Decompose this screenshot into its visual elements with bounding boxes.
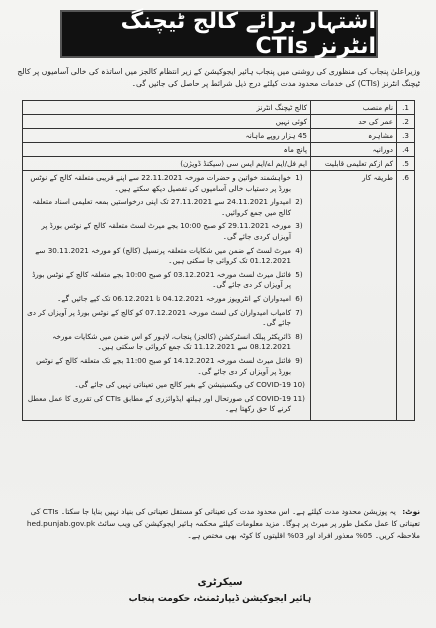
signature-department: ہائیر ایجوکیشن ڈیپارٹمنٹ، حکومت پنجاب: [128, 594, 312, 604]
table-row: [23, 129, 415, 143]
note-section: [16, 506, 420, 542]
row-number: 3.: [397, 129, 415, 143]
step-text: مورخہ 29.11.2021 کو صبح 10:00 بجے میرٹ لسٹ متعلقہ کالج کے نوٹس بورڈ پر آویزاں کردی جائے گی۔: [41, 221, 291, 241]
row-label: طریقہ کار: [311, 171, 397, 421]
step-text: خواہشمند خواتین و حضرات مورخہ 22.11.2021 سے اپنے قریبی متعلقہ کالج کے نوٹس بورڈ پر دستیاب خالی آسامیوں کی تفصیل دیکھ سکتے ہیں۔: [30, 173, 291, 193]
step-text: ڈائریکٹر پبلک انسٹرکشن (کالجز) پنجاب، لاہور کو اس ضمن میں شکایات مورخہ 08.12.2021 سے 11.12.2021 تک جمع کروائی جا سکتی ہیں۔: [52, 331, 291, 352]
procedure-step: [26, 332, 307, 353]
step-number: (9: [295, 356, 303, 365]
step-number: (10: [293, 380, 305, 390]
step-text: COVID-19 کی صورتحال اور ہیلتھ ایڈوائزری کے مطابق CTIs کی تقرری کا عمل معطل کرنے کا حق رکھتا ہے۔: [27, 393, 291, 414]
row-value: کالج ٹیچنگ انٹرنز: [23, 101, 311, 115]
row-value: 45 ہزار روپے ماہانہ: [23, 129, 311, 143]
step-number: (11: [293, 393, 305, 403]
advertisement-title: اشتہار برائے کالج ٹیچنگ انٹرنز CTIs: [60, 10, 378, 58]
intro-paragraph: وزیراعلیٰ پنجاب کی منظوری کی روشنی میں پنجاب ہائیر ایجوکیشن کے زیر انتظام کالجز میں اساتذہ کی خالی آسامیوں پر کالج ٹیچنگ انٹرنز (CTIs) کی خدمات محدود مدت کیلئے درج ذیل شرائط پر حاصل کی جائیں گی۔: [17, 67, 420, 88]
procedure-step: [26, 308, 307, 329]
row-label: عمر کی حد: [311, 115, 397, 129]
table-row: [23, 143, 415, 157]
row-value: پانچ ماہ: [23, 143, 311, 157]
step-number: (3: [295, 221, 303, 231]
step-number: (8: [295, 331, 303, 341]
table-row-procedure: [23, 171, 415, 421]
procedure-step: [26, 294, 307, 305]
procedure-step: [26, 221, 307, 242]
procedure-step: [26, 173, 307, 194]
step-number: (5: [295, 269, 303, 279]
procedure-step: [26, 246, 307, 267]
row-value: کوئی نہیں: [23, 115, 311, 129]
step-text: فائنل میرٹ لسٹ مورخہ 03.12.2021 کو صبح 10:00 بجے متعلقہ کالج کے نوٹس بورڈ پر آویزاں کر دی جائے گی۔: [32, 269, 291, 290]
terms-table: [22, 100, 415, 421]
signature-block: [100, 574, 340, 608]
row-number: 2.: [397, 115, 415, 129]
note-text: یہ پوزیشن محدود مدت کیلئے ہے۔ اس محدود مدت کی تعیناتی کو مستقل تعیناتی کی بنیاد نہیں بنایا جا سکتا۔ CTIs کی تعیناتی کا عمل مکمل طور پر میرٹ پر ہوگا۔ مزید معلومات کیلئے محکمہ ہائیر ایجوکیشن کی ویب سائٹ hed.punjab.gov.pk ملاحظہ کریں۔ 05% معذور افراد اور 03% اقلیتوں کا کوٹہ بھی مختص ہے۔: [26, 507, 420, 540]
note-label: نوٹ:: [402, 507, 420, 516]
procedure-step: [26, 270, 307, 291]
step-text: امیدوار 24.11.2021 سے 27.11.2021 تک اپنی درخواستیں بمعہ تعلیمی اسناد متعلقہ کالج میں جمع کروائیں۔: [32, 197, 291, 217]
table-row: [23, 101, 415, 115]
step-number: (6: [295, 293, 303, 303]
step-number: (1: [295, 173, 303, 182]
step-text: امیدواران کے انٹرویوز مورخہ 04.12.2021 تا 06.12.2021 تک کیے جائیں گے۔: [57, 293, 291, 303]
row-number: 6.: [397, 171, 415, 421]
row-value: [23, 171, 311, 421]
table-row: [23, 157, 415, 171]
step-text: COVID-19 کی ویکسینیشن کے بغیر کالج میں تعیناتی نہیں کی جائے گی۔: [74, 380, 291, 390]
table-row: [23, 115, 415, 129]
row-number: 4.: [397, 143, 415, 157]
row-number: 1.: [397, 101, 415, 115]
procedure-step: [26, 380, 307, 391]
procedure-step: [26, 356, 307, 377]
row-label: کم ازکم تعلیمی قابلیت: [311, 157, 397, 171]
step-number: (2: [295, 197, 303, 207]
row-label: مشاہرہ: [311, 129, 397, 143]
procedure-step: [26, 197, 307, 218]
row-value: ایم فل/ایم اے/ایم ایس سی (سیکنڈ ڈویژن): [23, 157, 311, 171]
step-text: میرٹ لسٹ کے ضمن میں شکایات متعلقہ پرنسپل (کالج) کو مورخہ 30.11.2021 سے 01.12.2021 تک کروائی جا سکتی ہیں۔: [35, 245, 291, 266]
step-number: (4: [295, 245, 303, 255]
row-number: 5.: [397, 157, 415, 171]
procedure-steps: [26, 173, 307, 415]
step-text: فائنل میرٹ لسٹ مورخہ 14.12.2021 کو صبح 11:00 بجے تک متعلقہ کالج کے نوٹس بورڈ پر آویزاں کر دی جائے گی۔: [36, 356, 291, 376]
procedure-step: [26, 394, 307, 415]
row-label: دورانیہ: [311, 143, 397, 157]
signature-title: سیکرٹری: [197, 577, 243, 588]
row-label: نام منصب: [311, 101, 397, 115]
step-number: (7: [295, 307, 303, 317]
step-text: کامیاب امیدواران کی لسٹ مورخہ 07.12.2021 کو کالج کے نوٹس بورڈ پر آویزاں کر دی جائے گی۔: [27, 307, 291, 328]
